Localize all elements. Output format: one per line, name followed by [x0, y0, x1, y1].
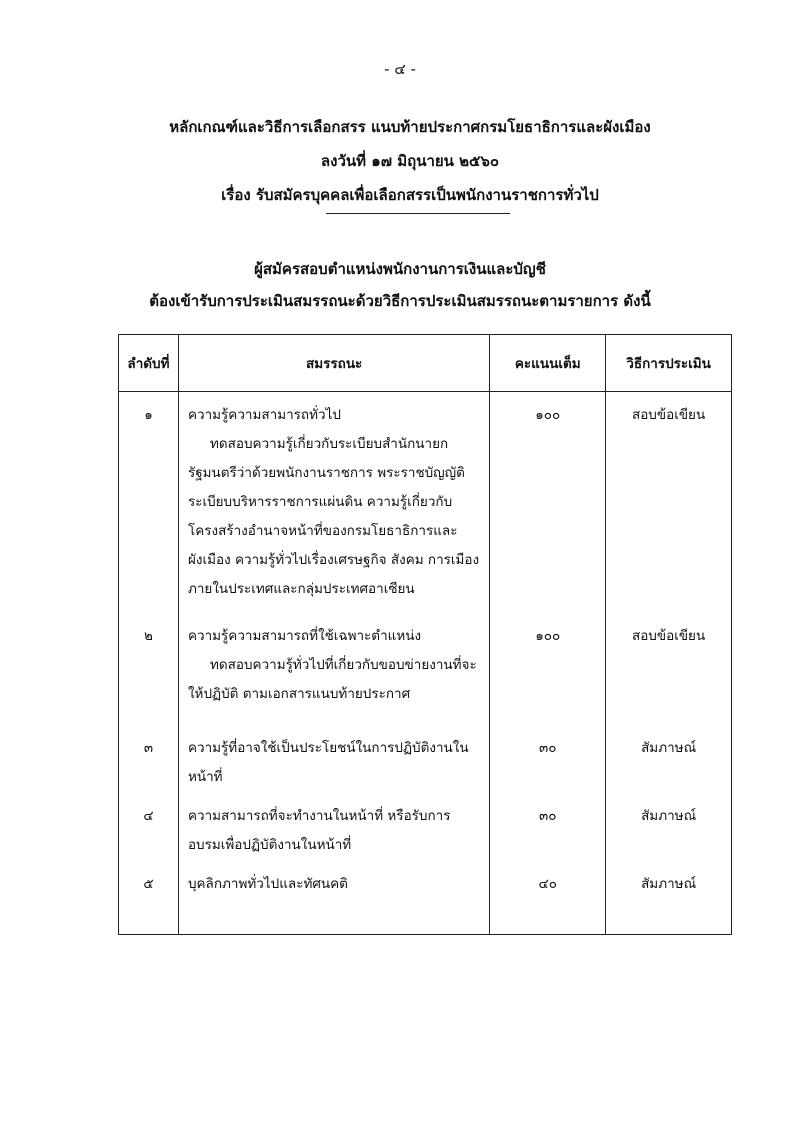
table-row: [119, 725, 732, 793]
competency-desc: ทดสอบความรู้ทั่วไปที่เกี่ยวกับขอบข่ายงานที่จะให้ปฏิบัติ ตามเอกสารแนบท้ายประกาศ: [187, 656, 477, 702]
row-method: สอบข้อเขียน: [631, 627, 706, 644]
competency-desc: ทดสอบความรู้เกี่ยวกับระเบียบสำนักนายกรัฐมนตรีว่าด้วยพนักงานราชการ พระราชบัญญัติระเบียบบริหารราชการแผ่นดิน ความรู้เกี่ยวกับโครงสร้างอำนาจหน้าที่ของกรมโยธาธิการและผังเมือง ความรู้ทั่วไปเรื่องเศรษฐกิจ สังคม การเมือง ภายในประเทศและกลุ่มประเทศอาเซียน: [187, 436, 480, 597]
section-heading: [60, 253, 740, 317]
document-header: [100, 110, 720, 212]
row-score: ๓๐: [539, 739, 557, 756]
row-score: ๔๐: [538, 875, 557, 892]
row-no: ๕: [143, 875, 154, 892]
row-no: ๔: [143, 807, 154, 824]
header-no: ลำดับที่: [119, 335, 179, 392]
competency-table: [118, 334, 732, 935]
header-date: ลงวันที่ ๑๗ มิถุนายน ๒๕๖๐: [320, 152, 500, 170]
table-row: [119, 392, 732, 613]
table-row: [119, 861, 732, 935]
header-full-score: คะแนนเต็ม: [490, 335, 606, 392]
row-method: สัมภาษณ์: [641, 807, 697, 824]
row-no: ๓: [143, 739, 154, 756]
header-subject: เรื่อง รับสมัครบุคคลเพื่อเลือกสรรเป็นพนักงานราชการทั่วไป: [221, 186, 599, 204]
competency-title: บุคลิกภาพทั่วไปและทัศนคติ: [187, 875, 348, 892]
row-no: ๒: [144, 627, 153, 644]
row-method: สัมภาษณ์: [641, 875, 697, 892]
competency-title: ความรู้ความสามารถที่ใช้เฉพาะตำแหน่ง: [187, 627, 422, 644]
header-title: หลักเกณฑ์และวิธีการเลือกสรร แนบท้ายประกาศกรมโยธาธิการและผังเมือง: [169, 118, 651, 136]
competency-title: ความสามารถที่จะทำงานในหน้าที่ หรือรับการอบรมเพื่อปฏิบัติงานในหน้าที่: [187, 807, 451, 853]
table-header-row: [119, 335, 732, 392]
header-competency: สมรรถนะ: [178, 335, 489, 392]
table-row: [119, 793, 732, 861]
assessment-intro: ต้องเข้ารับการประเมินสมรรถนะด้วยวิธีการประเมินสมรรถนะตามรายการ ดังนี้: [149, 292, 651, 310]
row-method: สอบข้อเขียน: [631, 407, 706, 423]
competency-title: ความรู้ที่อาจใช้เป็นประโยชน์ในการปฏิบัติงานในหน้าที่: [187, 739, 469, 785]
row-score: ๓๐: [539, 807, 557, 824]
page-number: - ๔ -: [384, 60, 416, 78]
row-score: ๑๐๐: [535, 407, 561, 423]
competency-title: ความรู้ความสามารถทั่วไป: [187, 407, 341, 423]
table-row: [119, 613, 732, 725]
position-title: ผู้สมัครสอบตำแหน่งพนักงานการเงินและบัญชี: [254, 260, 546, 278]
row-no: ๑: [144, 407, 153, 423]
header-method: วิธีการประเมิน: [606, 335, 732, 392]
row-method: สัมภาษณ์: [641, 739, 697, 756]
row-score: ๑๐๐: [535, 627, 561, 644]
header-divider: [326, 213, 510, 214]
